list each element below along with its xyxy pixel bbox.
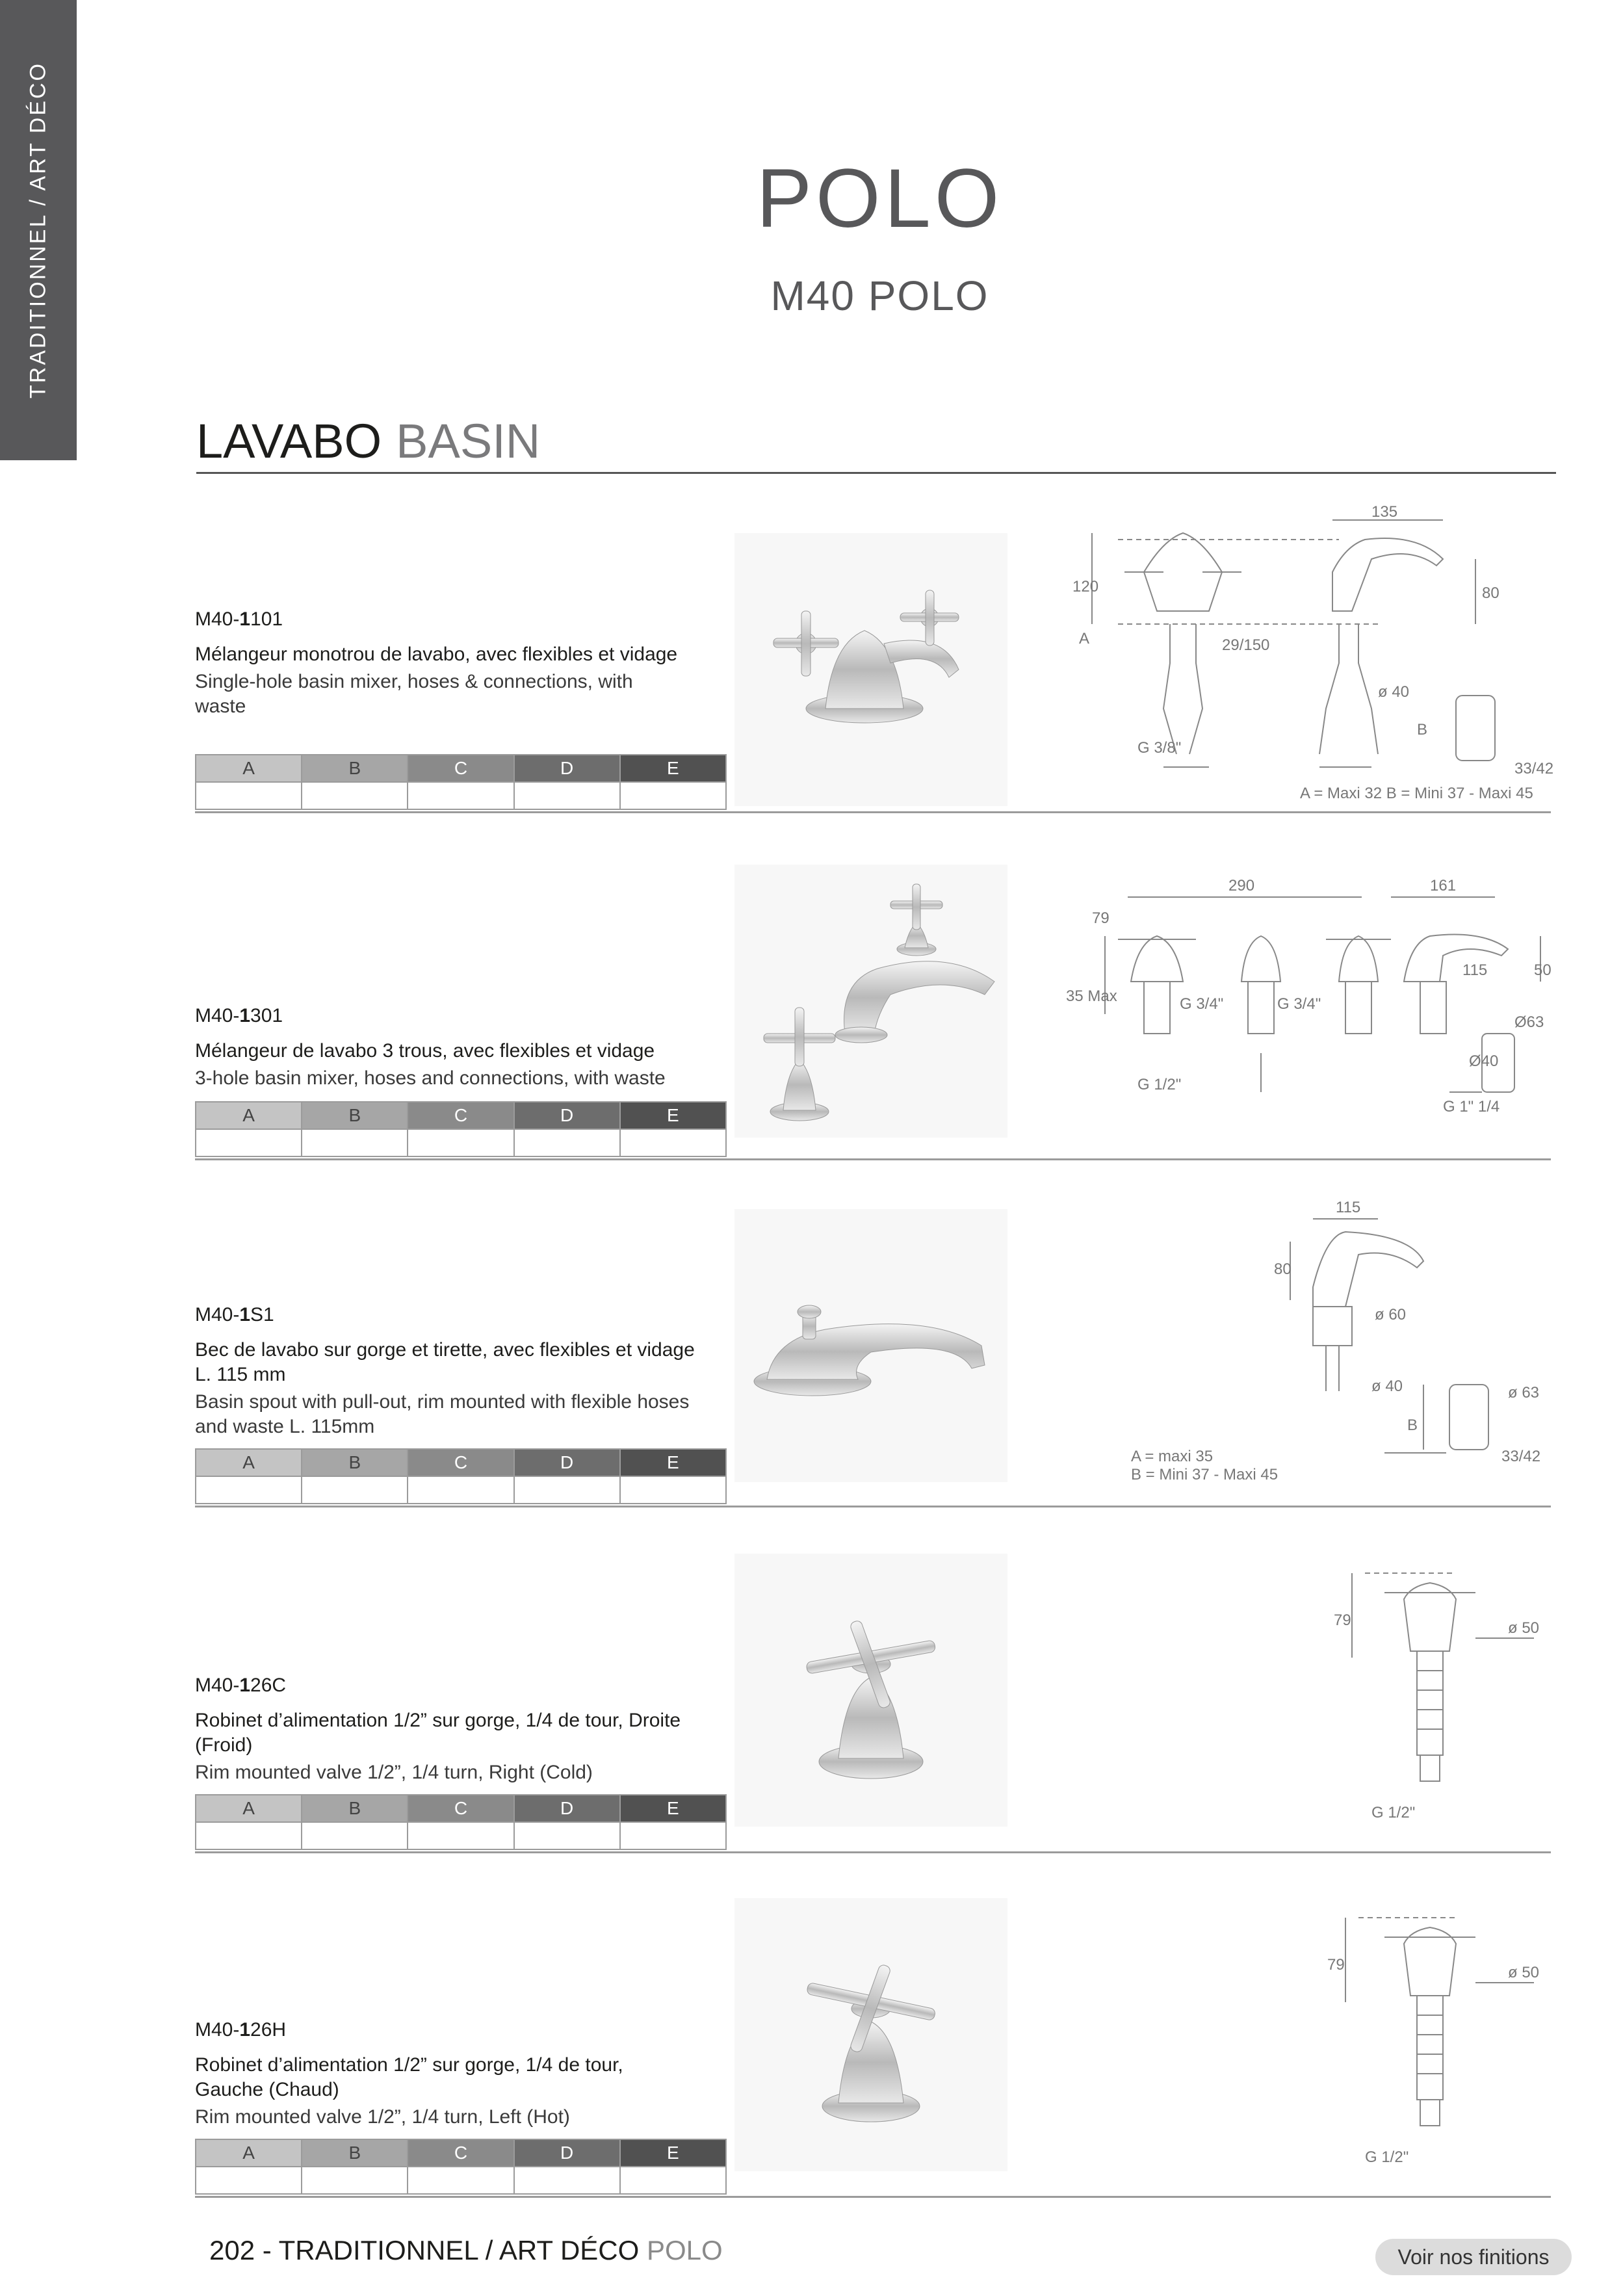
- dim-label: 33/42: [1501, 1448, 1541, 1465]
- dim-label: Ø40: [1469, 1052, 1499, 1070]
- dim-note: A = maxi 35: [1131, 1448, 1214, 1465]
- product-divider: [195, 1158, 1551, 1160]
- finish-cell: [196, 1129, 302, 1156]
- finish-header-e: E: [620, 1449, 726, 1476]
- finish-header-a: A: [196, 1102, 302, 1129]
- finish-header-b: B: [302, 1795, 408, 1822]
- finish-cell: [620, 2167, 726, 2194]
- finish-cell: [196, 1822, 302, 1849]
- product-code: M40-1S1: [195, 1304, 274, 1325]
- product-photo: [734, 1898, 1007, 2171]
- finish-cell: [514, 1129, 620, 1156]
- dim-label: 161: [1430, 877, 1457, 894]
- section-divider: [196, 472, 1556, 474]
- product-code: M40-126H: [195, 2019, 287, 2041]
- finish-cell: [514, 1822, 620, 1849]
- dim-label: 115: [1462, 961, 1488, 979]
- dim-label: B: [1417, 721, 1428, 738]
- product-description-fr: Robinet d’alimentation 1/2” sur gorge, 1/4 de tour, Gauche (Chaud): [195, 2054, 623, 2100]
- finish-cell: [302, 2167, 408, 2194]
- footer-series: POLO: [646, 2235, 723, 2265]
- dim-label: G 1/2": [1371, 1804, 1416, 1821]
- technical-drawing: [1326, 1560, 1560, 1833]
- finish-header-e: E: [620, 755, 726, 782]
- rim-valve-cold-image: [734, 1554, 1007, 1827]
- finish-cell: [302, 1129, 408, 1156]
- finish-header-e: E: [620, 1102, 726, 1129]
- series-title: M40 POLO: [770, 272, 989, 319]
- finish-header-c: C: [408, 1449, 513, 1476]
- finish-cell: [408, 1476, 513, 1504]
- section-title-fr: LAVABO: [196, 414, 382, 468]
- finish-header-d: D: [514, 1795, 620, 1822]
- footer-separator: -: [255, 2235, 279, 2265]
- dim-label: 79: [1327, 1956, 1345, 1974]
- product-description-en: Rim mounted valve 1/2”, 1/4 turn, Left (Hot): [195, 2106, 570, 2128]
- dim-label: 79: [1092, 909, 1110, 927]
- section-title-en: BASIN: [396, 414, 541, 468]
- dim-label: ø 50: [1508, 1964, 1540, 1981]
- finish-header-b: B: [302, 755, 408, 782]
- finish-header-b: B: [302, 2139, 408, 2167]
- dim-label: G 1/2": [1137, 1076, 1182, 1093]
- side-category-label: TRADITIONNEL / ART DÉCO: [25, 61, 51, 399]
- finish-table: [195, 754, 727, 810]
- dim-label: 120: [1072, 578, 1099, 595]
- product-description-en: Rim mounted valve 1/2”, 1/4 turn, Right (Cold): [195, 1762, 593, 1783]
- dim-label: 35 Max: [1066, 987, 1117, 1005]
- finish-cell: [620, 782, 726, 809]
- product-description-en: Basin spout with pull-out, rim mounted with flexible hoses and waste L. 115mm: [195, 1391, 690, 1437]
- page-number: 202: [209, 2235, 255, 2265]
- finish-header-c: C: [408, 1102, 513, 1129]
- finish-cell: [302, 782, 408, 809]
- finish-table: [195, 2139, 727, 2195]
- finish-cell: [196, 2167, 302, 2194]
- three-hole-mixer-image: [734, 865, 1007, 1138]
- finish-header-a: A: [196, 1795, 302, 1822]
- footer-category: TRADITIONNEL / ART DÉCO: [278, 2235, 640, 2265]
- product-description-fr: Bec de lavabo sur gorge et tirette, avec flexibles et vidage L. 115 mm: [195, 1339, 695, 1385]
- product-divider: [195, 2196, 1551, 2198]
- product-description-fr: Mélangeur monotrou de lavabo, avec flexibles et vidage: [195, 644, 678, 665]
- product-photo: [734, 533, 1007, 806]
- see-finishes-button[interactable]: Voir nos finitions: [1375, 2239, 1572, 2275]
- product-photo: [734, 1209, 1007, 1482]
- technical-drawing: [1066, 871, 1560, 1131]
- dim-label: 50: [1534, 961, 1552, 979]
- product-code: M40-126C: [195, 1675, 287, 1696]
- finish-table: [195, 1101, 727, 1157]
- finish-cell: [408, 782, 513, 809]
- dim-label: ø 63: [1508, 1384, 1540, 1402]
- section-title: [196, 413, 540, 469]
- finish-cell: [196, 1476, 302, 1504]
- finish-cell: [408, 1129, 513, 1156]
- finish-cell: [514, 1476, 620, 1504]
- dim-note: B = Mini 37 - Maxi 45: [1131, 1466, 1279, 1483]
- finish-header-c: C: [408, 2139, 513, 2167]
- product-description-fr: Robinet d’alimentation 1/2” sur gorge, 1/4 de tour, Droite (Froid): [195, 1710, 681, 1756]
- finish-cell: [408, 1822, 513, 1849]
- finish-cell: [408, 2167, 513, 2194]
- dim-label: G 1/2": [1365, 2148, 1409, 2166]
- dim-label: ø 50: [1508, 1619, 1540, 1637]
- finish-header-c: C: [408, 755, 513, 782]
- finish-header-e: E: [620, 1795, 726, 1822]
- dim-label: G 3/8": [1137, 739, 1182, 757]
- finish-cell: [302, 1822, 408, 1849]
- dim-label: ø 40: [1371, 1377, 1403, 1395]
- product-code: M40-1101: [195, 608, 283, 630]
- finish-header-e: E: [620, 2139, 726, 2167]
- finish-header-b: B: [302, 1449, 408, 1476]
- finish-header-b: B: [302, 1102, 408, 1129]
- finish-header-d: D: [514, 2139, 620, 2167]
- finish-cell: [514, 782, 620, 809]
- dim-label: B: [1407, 1416, 1418, 1434]
- product-code: M40-1301: [195, 1005, 283, 1026]
- dim-label: 115: [1336, 1199, 1361, 1216]
- product-description-en: 3-hole basin mixer, hoses and connections, with waste: [195, 1067, 666, 1089]
- dim-label: Ø63: [1514, 1013, 1544, 1031]
- finish-table: [195, 1794, 727, 1850]
- product-photo: [734, 1554, 1007, 1827]
- finish-cell: [196, 782, 302, 809]
- technical-drawing: [1118, 1196, 1560, 1495]
- dim-label: G 3/4": [1277, 995, 1321, 1013]
- dim-label: ø 60: [1375, 1306, 1407, 1324]
- product-description-fr: Mélangeur de lavabo 3 trous, avec flexibles et vidage: [195, 1040, 655, 1062]
- dim-label: A: [1079, 630, 1090, 647]
- technical-drawing: [1319, 1905, 1560, 2178]
- dim-label: G 3/4": [1180, 995, 1224, 1013]
- dim-label: 33/42: [1514, 760, 1554, 777]
- finish-cell: [620, 1476, 726, 1504]
- dim-label: 80: [1482, 584, 1500, 602]
- product-divider: [195, 1506, 1551, 1507]
- dim-label: 80: [1274, 1260, 1292, 1278]
- product-description-en: Single-hole basin mixer, hoses & connections, with waste: [195, 671, 633, 717]
- dim-label: 79: [1334, 1611, 1351, 1629]
- finish-cell: [620, 1822, 726, 1849]
- dim-label: 135: [1371, 503, 1398, 521]
- brand-title: POLO: [756, 152, 1004, 245]
- dim-label: 29/150: [1222, 636, 1270, 654]
- basin-spout-image: [734, 1209, 1007, 1482]
- finish-header-a: A: [196, 2139, 302, 2167]
- dim-label: ø 40: [1378, 683, 1410, 701]
- finish-cell: [620, 1129, 726, 1156]
- dim-label: G 1" 1/4: [1443, 1098, 1500, 1115]
- dim-note: A = Maxi 32 B = Mini 37 - Maxi 45: [1300, 785, 1533, 802]
- product-photo: [734, 865, 1007, 1138]
- single-hole-mixer-image: [734, 533, 1007, 806]
- dim-label: 290: [1228, 877, 1255, 894]
- product-divider: [195, 811, 1551, 813]
- finish-cell: [514, 2167, 620, 2194]
- finish-header-c: C: [408, 1795, 513, 1822]
- finish-header-d: D: [514, 1102, 620, 1129]
- finish-header-a: A: [196, 1449, 302, 1476]
- finish-table: [195, 1448, 727, 1504]
- finish-header-a: A: [196, 755, 302, 782]
- rim-valve-hot-image: [734, 1898, 1007, 2171]
- finish-header-d: D: [514, 1449, 620, 1476]
- finish-header-d: D: [514, 755, 620, 782]
- page-footer: [209, 2235, 723, 2266]
- product-divider: [195, 1851, 1551, 1853]
- finish-cell: [302, 1476, 408, 1504]
- technical-drawing: [1066, 494, 1560, 806]
